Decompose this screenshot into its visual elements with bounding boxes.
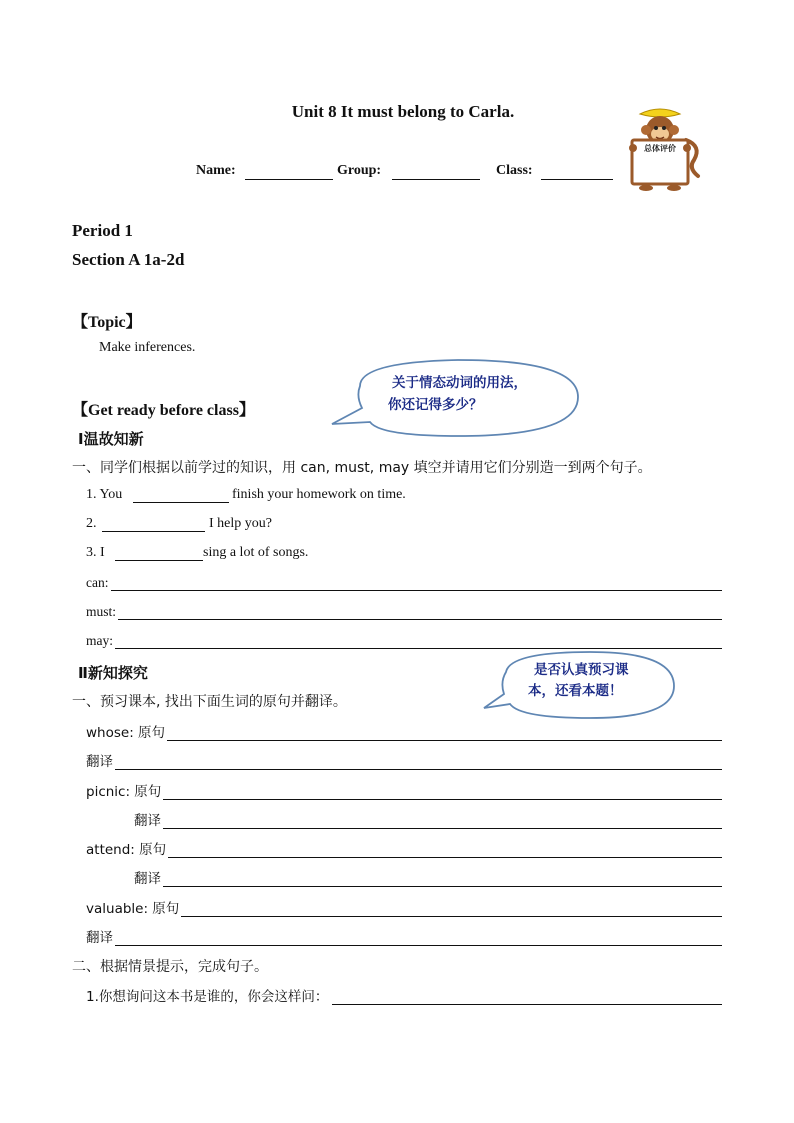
group-field[interactable] — [392, 165, 480, 180]
q3-blank[interactable] — [115, 546, 203, 561]
bubble-2-line2: 本，还看本题！ — [528, 683, 623, 699]
q2-blank[interactable] — [102, 517, 205, 532]
bubble-1-line1: 关于情态动词的用法， — [392, 375, 527, 391]
picnic-row — [86, 780, 722, 800]
part2-heading: Ⅱ新知探究 — [78, 664, 148, 682]
must-sentence-row — [86, 604, 722, 620]
attend-original-field[interactable] — [168, 843, 722, 858]
name-field[interactable] — [245, 165, 333, 180]
picnic-label: picnic: 原句 — [86, 784, 162, 800]
valuable-trans-label: 翻译 — [86, 930, 113, 946]
bubble-1-line2: 你还记得多少？ — [388, 397, 483, 413]
q2-suffix: I help you? — [209, 516, 272, 531]
period-label: Period 1 — [72, 221, 133, 240]
part1-heading: Ⅰ温故知新 — [78, 430, 144, 448]
q1-suffix: finish your homework on time. — [232, 487, 406, 502]
name-label: Name: — [196, 163, 236, 178]
q1-blank[interactable] — [133, 488, 229, 503]
part2-task1: 一、预习课本, 找出下面生词的原句并翻译。 — [72, 694, 347, 710]
whose-trans-field[interactable] — [115, 755, 722, 770]
can-label: can: — [86, 575, 109, 590]
valuable-trans-field[interactable] — [115, 931, 722, 946]
picnic-original-field[interactable] — [163, 785, 722, 800]
can-sentence-field[interactable] — [111, 576, 723, 591]
may-sentence-row — [86, 633, 722, 649]
picnic-trans-field[interactable] — [163, 814, 722, 829]
monkey-badge-illustration — [620, 106, 704, 192]
attend-trans-label: 翻译 — [134, 871, 161, 887]
sentence1-label: 1.你想询问这本书是谁的，你会这样问： — [86, 989, 329, 1005]
bubble-2-line1: 是否认真预习课 — [534, 662, 629, 678]
valuable-trans-row — [86, 926, 722, 946]
sentence1-row — [86, 985, 722, 1005]
must-sentence-field[interactable] — [118, 605, 722, 620]
q3-suffix: sing a lot of songs. — [203, 545, 309, 560]
can-sentence-row — [86, 575, 722, 591]
whose-trans-row — [86, 750, 722, 770]
may-sentence-field[interactable] — [115, 634, 722, 649]
section-label: Section A 1a-2d — [72, 250, 185, 269]
valuable-original-field[interactable] — [181, 902, 722, 917]
attend-row — [86, 838, 722, 858]
q2-prefix: 2. — [86, 516, 97, 531]
picnic-trans-row — [134, 809, 722, 829]
topic-heading: 【Topic】 — [72, 314, 142, 331]
whose-original-field[interactable] — [167, 726, 722, 741]
part2-task2: 二、根据情景提示，完成句子。 — [72, 959, 268, 975]
group-label: Group: — [337, 163, 382, 178]
attend-trans-field[interactable] — [163, 872, 722, 887]
attend-trans-row — [134, 867, 722, 887]
whose-trans-label: 翻译 — [86, 754, 113, 770]
class-field[interactable] — [541, 165, 613, 180]
attend-label: attend: 原句 — [86, 842, 167, 858]
part1-task: 一、同学们根据以前学过的知识，用 can, must, may 填空并请用它们分别造一到两个句子。 — [72, 460, 652, 476]
picnic-trans-label: 翻译 — [134, 813, 161, 829]
valuable-row — [86, 897, 722, 917]
may-label: may: — [86, 633, 113, 648]
must-label: must: — [86, 604, 117, 619]
page-title: Unit 8 It must belong to Carla. — [291, 102, 515, 121]
class-label: Class: — [496, 163, 533, 178]
q1-prefix: 1. You — [86, 487, 123, 502]
valuable-label: valuable: 原句 — [86, 901, 180, 917]
badge-text: 总体评价 — [644, 144, 676, 153]
get-ready-heading: 【Get ready before class】 — [72, 402, 255, 419]
whose-label: whose: 原句 — [86, 725, 166, 741]
topic-text: Make inferences. — [99, 340, 196, 355]
q3-prefix: 3. I — [86, 545, 105, 560]
whose-row — [86, 721, 722, 741]
sentence1-field[interactable] — [332, 990, 722, 1005]
